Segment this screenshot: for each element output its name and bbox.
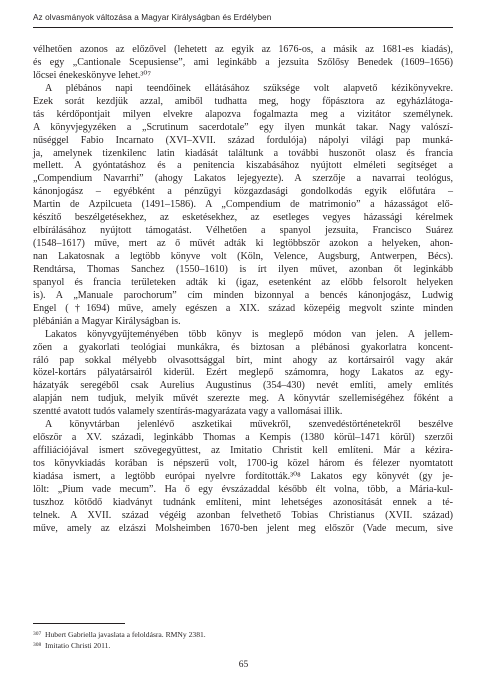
text-line: lőcsei énekeskönyve lehet.³⁰⁷ (33, 69, 151, 81)
footnote-text: Hubert Gabriella javaslata a feloldásra. RMNy 2381. (45, 630, 206, 639)
text-line: vélhetően azonos az előzővel (lehetett az egyik az 1676-os, a másik az 1681-es kiadás), (33, 44, 453, 55)
body-text (33, 44, 453, 536)
text-line: telnek. A XVII. század végéig azonban felvethető Tobias Christianus (XVII. század) (33, 509, 453, 521)
text-line: A könyvtárban jelenlévő aszketikai művekről, szenvedéstörténetekről beszélve (45, 419, 453, 431)
text-line: tuszhoz kötődő kiadványt tudnánk említeni, mint lehetséges azonosítását ennek a té- (33, 496, 453, 508)
text-line: affiliációjával ismert szövegegyüttest, az Imitatio Christit kell említeni. Már a kézira- (33, 445, 453, 457)
text-line: ja, amelynek tizenkilenc latin kiadását találtunk a további huszonöt olasz és francia (33, 147, 453, 159)
text-line: ráló pap sokkal mélyebb olvasottsággal bírt, mint ahogy az kortársairól vagy akár (33, 354, 453, 366)
text-line: műve, amely az elzászi Molsheimben 1670-ben jelent meg először (Vade mecum, sive (33, 522, 453, 534)
footnote-rule (33, 623, 125, 624)
text-line: alapján nem tudjuk, melyik művét szerezte meg. A könyvtár szellemiségéhez főként a (33, 393, 453, 405)
footnote (33, 640, 453, 651)
footnotes (33, 629, 453, 651)
text-line: mellett. A gyóntatáshoz és a penitencia kiszabásához nyújtott elméleti segítséget a (33, 160, 453, 172)
text-line: először a XV. századi, leginkább Thomas a Kempis (1380 körül–1471 körül) szerzői (33, 432, 453, 444)
footnote-text: Imitatio Christi 2011. (45, 641, 111, 651)
text-line: zően a gyakorlati teológiai munkákra, és biztosan a plébánosi gyakorlatra koncent- (33, 341, 453, 353)
footnote-number: 307 (33, 631, 42, 637)
text-line: plébánián a Magyar Királyságban is. (33, 315, 181, 327)
text-line: szentté avatott tudós valamely szentírás-magyarázata vagy a vallomásai illik. (33, 406, 343, 418)
footnote-number: 308 (33, 642, 42, 649)
text-line: Ezek sorát kezdjük azzal, amiből tudhatta meg, hogy főpásztora az egyházlátoga- (33, 95, 453, 107)
text-line: Rendtársa, Thomas Sanchez (1550–1610) is írt ilyen művet, azonban őt leginkább (33, 263, 453, 275)
header-rule (33, 27, 453, 28)
text-line: A plébános napi teendőinek ellátásához szüksége volt alapvető kézikönyvekre. (45, 82, 453, 94)
text-line: Lakatos könyvgyűjteményében több könyv is meglepő módon van jelen. A jellem- (45, 328, 453, 340)
text-line: „Compendium Navarrhi” (ahogy Lakatos lejegyezte). A szerzője a navarrai teológus, (33, 173, 453, 185)
text-line: és egy „Cantionale Scepusiense”, ami leginkább a jezsuita Szőlősy Benedek (1609–1656) (33, 56, 453, 68)
text-line: elbírálásához nyújtott támogatást. Vélhetően a spanyol jezsuita, Francisco Suárez (33, 225, 453, 237)
text-line: Martin de Azpilcueta (1491–1586). A „Compendium de matrimonio” a házasságot elő- (33, 199, 453, 211)
text-line: nűséggel Fabio Incarnato (XVI–XVII. század fordulója) nápolyi világi pap munká- (33, 134, 453, 146)
text-line: tás kérdőpontjait milyen elvekre alapozva fogalmazta meg a vizitátor személynek. (33, 108, 453, 120)
text-line: nan Lakatosnak a legtöbb könyve volt (Köln, Velence, Augsburg, Antwerpen, Bécs). (33, 251, 453, 262)
text-line: is). A „Manuale parochorum” cím minden bizonnyal a bencés kánonjogász, Ludwig (33, 289, 453, 301)
text-line: közel-kortárs pályatársairól kiderül. Ezért meglepő számomra, hogy Lakatos az egy- (33, 367, 453, 379)
text-line: kiadása ismert, a legtöbb európai nyelvre fordították.³⁰⁸ Lakatos egy könyvét (gy je- (33, 470, 453, 482)
text-line: A könyvjegyzéken a „Scrutinum sacerdotale” egy ilyen munkát takar. Nagy valószí- (33, 121, 453, 133)
page-number: 65 (238, 660, 249, 670)
text-line: készítő beszélgetésekhez, az esketésekhez, az esetleges vegyes házassági kérelmek (33, 212, 453, 224)
text-line: házatyák seregéből csak Aurelius Augustinus (354–430) nevét említi, amely említés (33, 380, 453, 392)
text-line: lölt: „Pium vade mecum”. Ha ő egy évszázaddal később élt volna, több, a Mária-kul- (33, 483, 453, 495)
text-line: kánonjogász – egyébként a pénzügyi közgazdasági gondolkodás egyik előfutára – (33, 186, 453, 198)
text-line: spanyol és francia területeken adták ki (igaz, esetenként az előbb felsorolt helyeken (33, 276, 453, 288)
running-header: Az olvasmányok változása a Magyar Királyságban és Erdélyben (33, 13, 272, 22)
text-line: (1548–1617) műve, mert az ő művét adták ki legtöbbször azokon a helyeken, ahon- (33, 238, 453, 250)
footnote (33, 629, 453, 640)
text-line: tos könyvkiadás korában is népszerű volt, 1700-ig közel három és félezer nyomtatott (33, 458, 453, 469)
text-line: Engel (†1694) műve, amely egészen a XIX. század közepéig megvolt szinte minden (33, 302, 453, 314)
